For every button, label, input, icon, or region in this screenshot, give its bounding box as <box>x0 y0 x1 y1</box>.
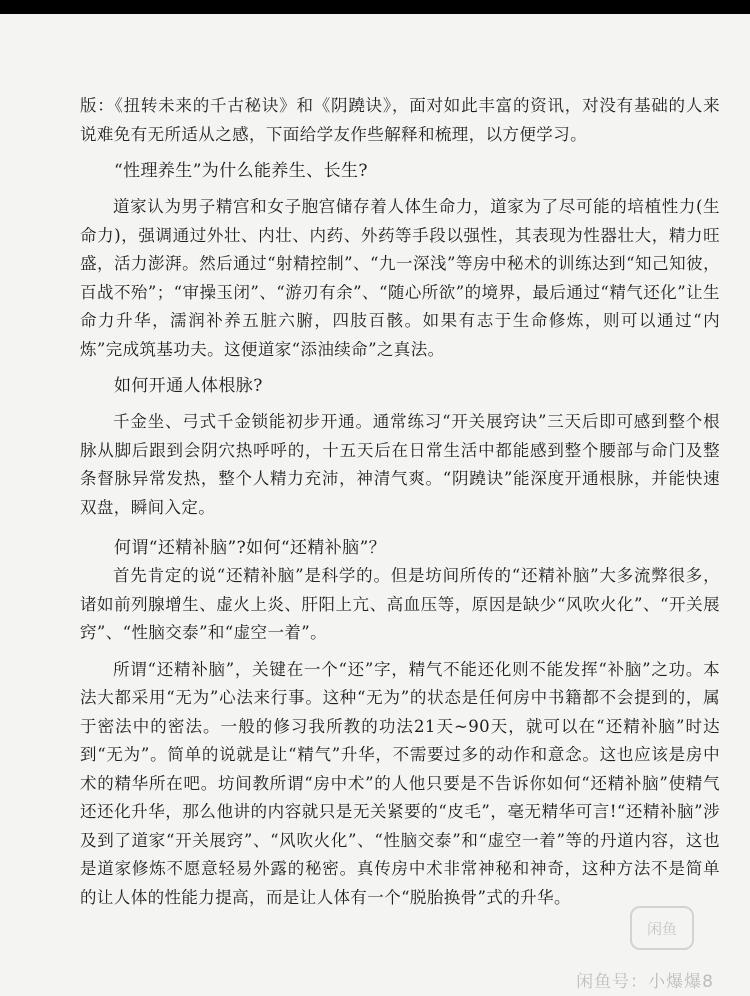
section-1-paragraph-1: 道家认为男子精宫和女子胞宫储存着人体生命力，道家为了尽可能的培植性力(生命力)，强调通过外壮、内壮、内药、外药等手段以强性，其表现为性器壮大，精力旺盛，活力澎湃。然后通过“射精控制”、“九一深浅”等房中秘术的训练达到“知己知彼，百战不殆”；“审操玉闭”、“游刃有余”、“随心所欲”的境界，最后通过“精气还化”让生命力升华，濡润补养五脏六腑，四肢百骸。如果有志于生命修炼，则可以通过“内炼”完成筑基功夫。这便道家“添油续命”之真法。 <box>80 197 720 359</box>
section-3-paragraph-1: 首先肯定的说“还精补脑”是科学的。但是坊间所传的“还精补脑”大多流弊很多，诸如前列腺增生、虚火上炎、肝阳上亢、高血压等，原因是缺少“风吹火化”、“开关展窍”、“性脑交泰”和“虚空一着”。 <box>80 566 720 642</box>
top-black-bar <box>0 0 750 14</box>
watermark-logo: 闲鱼 <box>630 906 694 950</box>
intro-paragraph: 版：《扭转未来的千古秘诀》和《阴蹺诀》，面对如此丰富的资讯，对没有基础的人来说难免有无所适从之感，下面给学友作些解释和梳理，以方便学习。 <box>80 96 720 144</box>
section-heading-3: 何谓“还精补脑”?如何“还精补脑”？ <box>114 538 387 558</box>
document-page <box>80 92 720 912</box>
section-3-paragraph-2: 所谓“还精补脑”，关键在一个“还”字，精气不能还化则不能发挥“补脑”之功。本法大都采用“无为”心法来行事。这种“无为”的状态是任何房中书籍都不会提到的，属于密法中的密法。一般的修习我所教的功法21天~90天，就可以在“还精补脑”时达到“无为”。简单的说就是让“精气”升华，不需要过多的动作和意念。这也应该是房中术的精华所在吧。坊间教所谓“房中术”的人他只要是不告诉你如何“还精补脑”使精气还还化升华，那么他讲的内容就只是无关紧要的“皮毛”，毫无精华可言!“还精补脑”涉及到了道家“开关展窍”、“风吹火化”、“性脑交泰”和“虚空一着”等的丹道内容，这也是道家修炼不愿意轻易外露的秘密。真传房中术非常神秘和神奇，这种方法不是简单的让人体的性能力提高，而是让人体有一个“脱胎换骨”式的升华。 <box>80 659 720 907</box>
section-2-paragraph-1: 千金坐、弓式千金锁能初步开通。通常练习“开关展窍诀”三天后即可感到整个根脉从脚后跟到会阴穴热呼呼的，十五天后在日常生活中都能感到整个腰部与命门及整条督脉异常发热，整个人精力充沛，神清气爽。“阴蹺诀”能深度开通根脉，并能快速双盘，瞬间入定。 <box>80 412 720 517</box>
watermark-caption: 闲鱼号：小爆爆8 <box>576 972 714 992</box>
section-heading-2: 如何开通人体根脉? <box>114 376 263 396</box>
section-heading-1: “性理养生”为什么能养生、长生? <box>114 161 368 181</box>
